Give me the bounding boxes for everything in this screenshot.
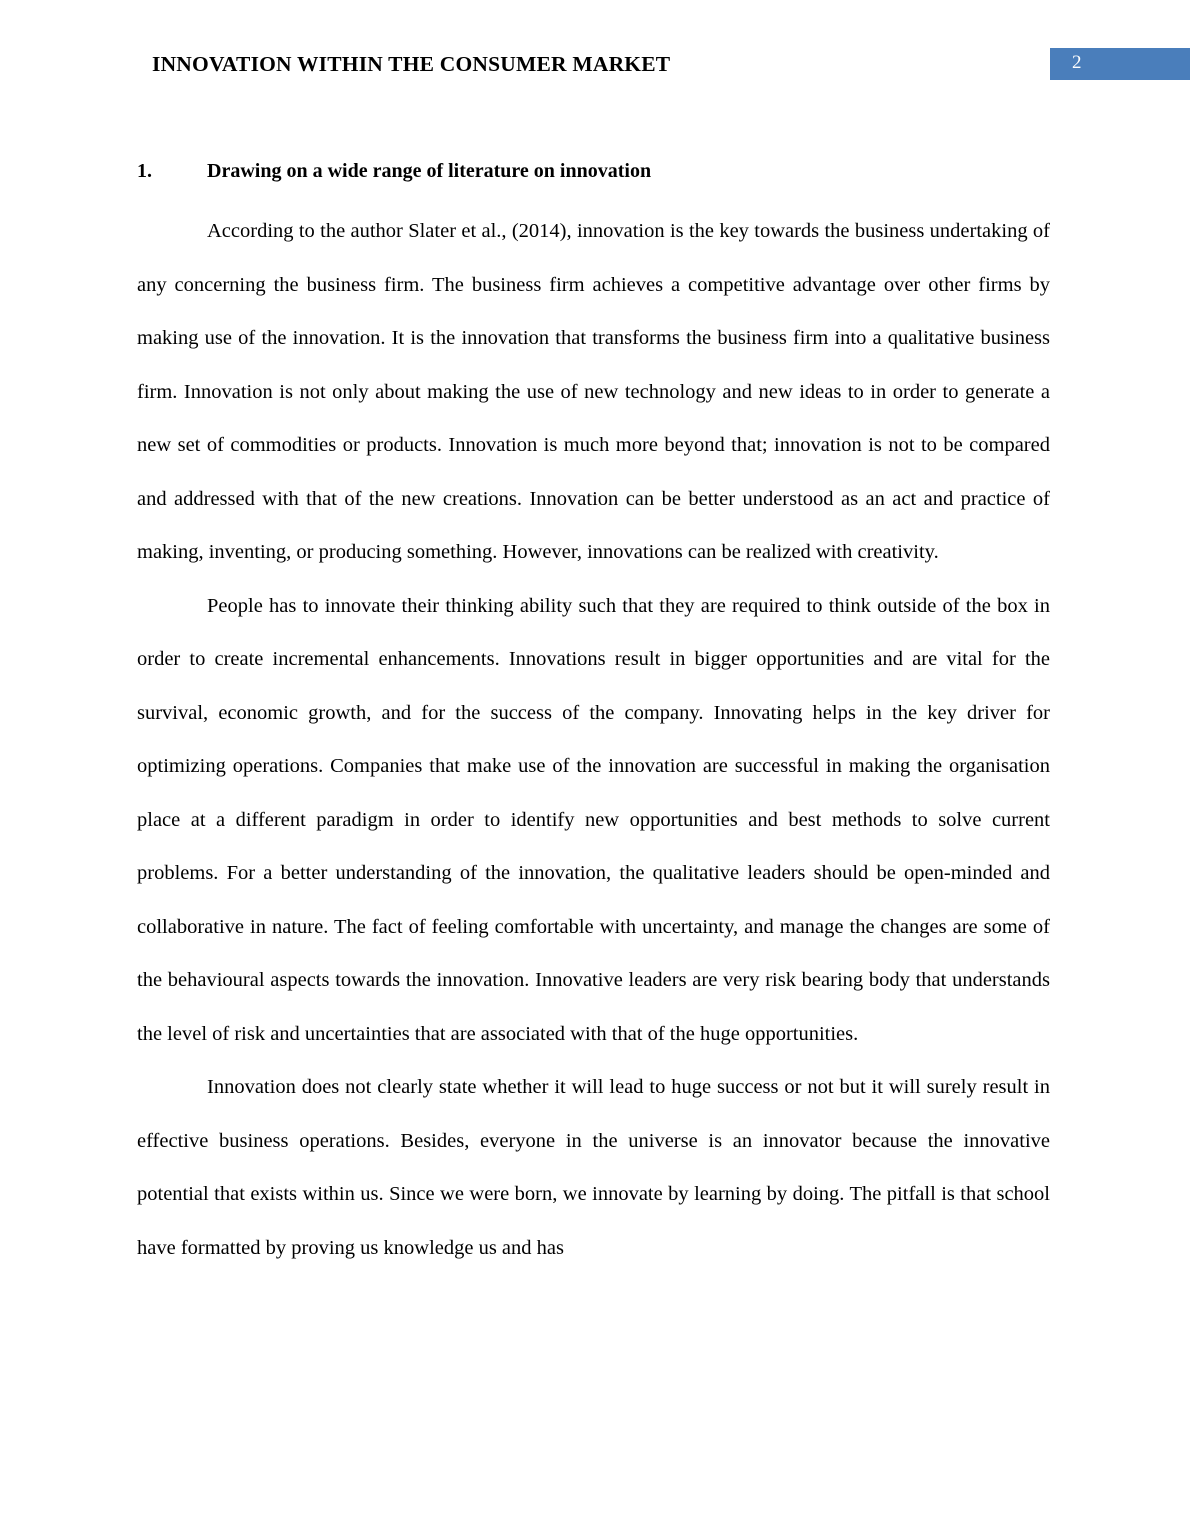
section-heading (137, 160, 1050, 183)
paragraph: Innovation does not clearly state whether it will lead to huge success or not but it will surely result in effective business operations. Besides, everyone in the universe is an innovator because the innovative potential that exists within us. Since we were born, we innovate by learning by doing. The pitfall is that school have formatted by proving us knowledge us and has (137, 1076, 1050, 1259)
section-heading-text: Drawing on a wide range of literature on innovation (207, 160, 652, 182)
page-header (0, 52, 1190, 84)
paragraph: According to the author Slater et al., (2014), innovation is the key towards the business undertaking of any concerning the business firm. The business firm achieves a competitive advantage over other firms by making use of the innovation. It is the innovation that transforms the business firm into a qualitative business firm. Innovation is not only about making the use of new technology and new ideas to in order to generate a new set of commodities or products. Innovation is much more beyond that; innovation is not to be compared and addressed with that of the new creations. Innovation can be better understood as an act and practice of making, inventing, or producing something. However, innovations can be realized with creativity. (137, 220, 1050, 563)
running-head-title: INNOVATION WITHIN THE CONSUMER MARKET (152, 52, 671, 76)
document-body (137, 160, 1050, 1275)
page-number: 2 (1072, 52, 1082, 73)
section-heading-number: 1. (137, 160, 152, 182)
page-number-banner (1050, 48, 1190, 80)
paragraph: People has to innovate their thinking ability such that they are required to think outside of the box in order to create incremental enhancements. Innovations result in bigger opportunities and are vital for the survival, economic growth, and for the success of the company. Innovating helps in the key driver for optimizing operations. Companies that make use of the innovation are successful in making the organisation place at a different paradigm in order to identify new opportunities and best methods to solve current problems. For a better understanding of the innovation, the qualitative leaders should be open-minded and collaborative in nature. The fact of feeling comfortable with uncertainty, and manage the changes are some of the behavioural aspects towards the innovation. Innovative leaders are very risk bearing body that understands the level of risk and uncertainties that are associated with that of the huge opportunities. (137, 594, 1050, 1045)
